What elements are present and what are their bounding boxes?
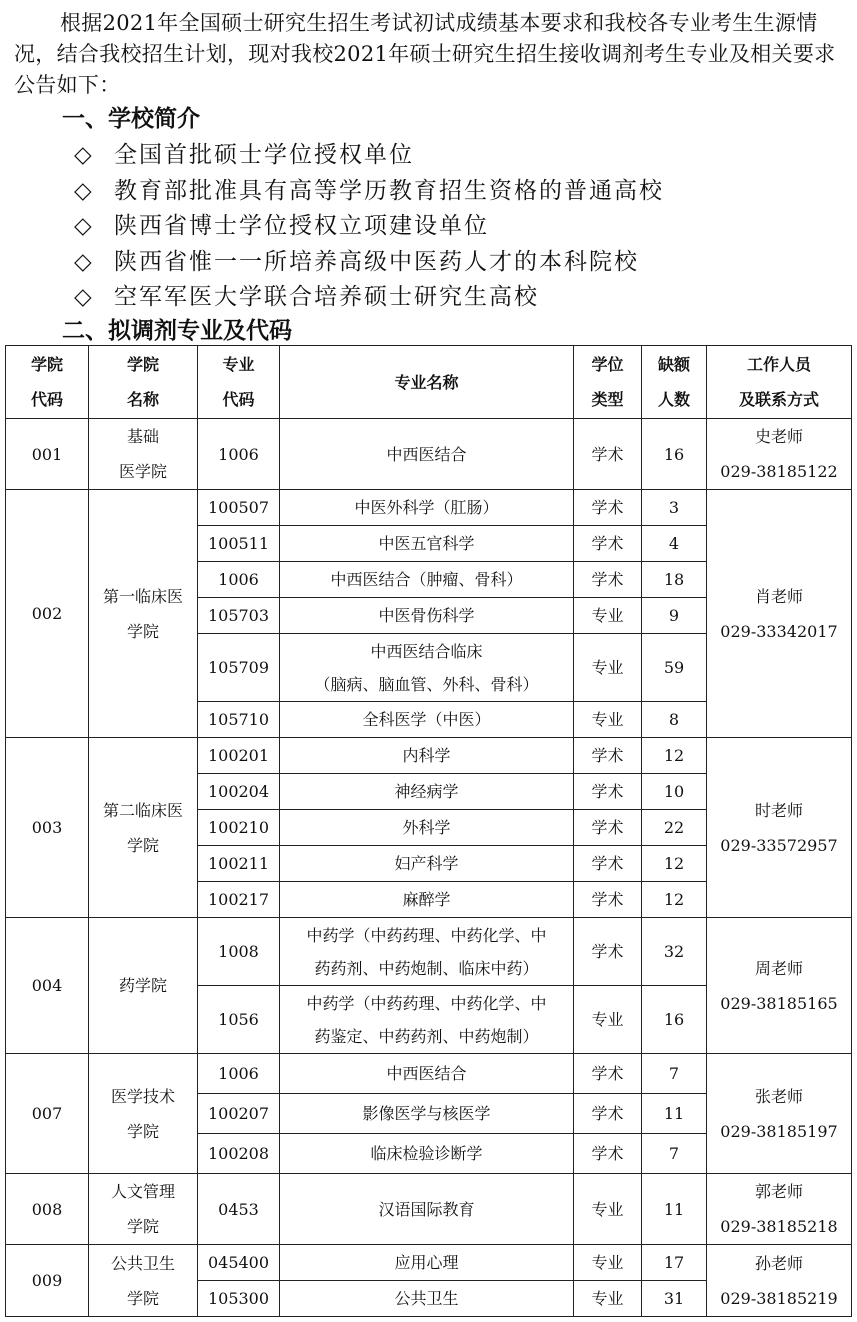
major-name-cell: 神经病学 [280,774,574,810]
contact-cell [707,738,852,918]
contact-name: 郭老师 [754,1182,803,1201]
degree-type-cell: 学术 [574,882,642,918]
vacancy-count-cell: 12 [642,882,707,918]
major-name-cell: 中西医结合临床 （脑病、脑血管、外科、骨科） [280,634,574,702]
major-code-cell: 100201 [198,738,280,774]
major-code-cell: 105709 [198,634,280,702]
diamond-bullet-icon: ◇ [74,248,94,275]
degree-type-cell: 专业 [574,598,642,634]
major-code-cell: 100204 [198,774,280,810]
major-name-cell: 中西医结合 [280,1054,574,1094]
table-row [6,1054,852,1094]
header-major-code: 专业 代码 [198,346,280,419]
contact-cell [707,918,852,1054]
degree-type-cell: 专业 [574,1281,642,1317]
degree-type-cell: 学术 [574,526,642,562]
major-code-cell: 1006 [198,562,280,598]
major-code-cell: 0453 [198,1174,280,1245]
major-code-cell: 105703 [198,598,280,634]
major-name-cell: 全科医学（中医） [280,702,574,738]
table-row [6,738,852,774]
major-code-cell: 1006 [198,1054,280,1094]
college-code-cell: 008 [6,1174,89,1245]
diamond-bullet-icon: ◇ [74,142,94,168]
table-row [6,918,852,986]
degree-type-cell: 学术 [574,810,642,846]
major-code-cell: 1006 [198,419,280,490]
major-name-cell: 外科学 [280,810,574,846]
major-code-cell: 1056 [198,986,280,1054]
major-code-cell: 105710 [198,702,280,738]
vacancy-count-cell: 8 [642,702,707,738]
major-code-cell: 100208 [198,1134,280,1174]
contact-phone: 029-38185218 [720,1217,838,1236]
vacancy-count-cell: 22 [642,810,707,846]
major-name-cell: 中药学（中药药理、中药化学、中 药药剂、中药炮制、临床中药） [280,918,574,986]
contact-phone: 029-38185122 [720,462,838,481]
major-name-cell: 中西医结合（肿瘤、骨科） [280,562,574,598]
header-major-name: 专业名称 [280,346,574,419]
vacancy-count-cell: 7 [642,1134,707,1174]
contact-name: 时老师 [754,800,803,820]
vacancy-count-cell: 7 [642,1054,707,1094]
diamond-bullet-icon: ◇ [74,284,94,310]
vacancy-count-cell: 10 [642,774,707,810]
contact-phone: 029-33572957 [720,835,838,855]
major-name-cell: 中医五官科学 [280,526,574,562]
header-contact: 工作人员 及联系方式 [707,346,852,419]
vacancy-count-cell: 16 [642,986,707,1054]
major-name-cell: 麻醉学 [280,882,574,918]
degree-type-cell: 学术 [574,738,642,774]
major-code-cell: 100217 [198,882,280,918]
table-row [6,490,852,526]
degree-type-cell: 专业 [574,702,642,738]
major-code-cell: 100507 [198,490,280,526]
vacancy-count-cell: 9 [642,598,707,634]
college-name-cell: 第一临床医 学院 [89,490,198,738]
degree-type-cell: 学术 [574,846,642,882]
contact-name: 史老师 [754,427,803,446]
major-code-cell: 045400 [198,1245,280,1281]
vacancy-count-cell: 11 [642,1094,707,1134]
contact-name: 肖老师 [754,586,803,606]
major-name-cell: 中西医结合 [280,419,574,490]
table-row [6,419,852,490]
major-code-cell: 100210 [198,810,280,846]
contact-cell [707,1245,852,1317]
degree-type-cell: 学术 [574,419,642,490]
table-row [6,1245,852,1281]
header-degree-type: 学位 类型 [574,346,642,419]
degree-type-cell: 专业 [574,634,642,702]
major-name-cell: 影像医学与核医学 [280,1094,574,1134]
degree-type-cell: 学术 [574,562,642,598]
college-code-cell: 007 [6,1054,89,1174]
vacancy-count-cell: 12 [642,846,707,882]
contact-name: 张老师 [754,1086,803,1106]
contact-cell [707,1174,852,1245]
major-name-cell: 妇产科学 [280,846,574,882]
major-name-cell: 临床检验诊断学 [280,1134,574,1174]
vacancy-count-cell: 4 [642,526,707,562]
major-name-cell: 应用心理 [280,1245,574,1281]
major-code-cell: 1008 [198,918,280,986]
contact-cell [707,419,852,490]
college-code-cell: 004 [6,918,89,1054]
table-header-row [6,346,852,419]
list-item: ◇ 陕西省惟一一所培养高级中医药人才的本科院校 [74,245,664,281]
contact-phone: 029-38185197 [720,1121,838,1141]
header-vacancies: 缺额 人数 [642,346,707,419]
vacancy-count-cell: 31 [642,1281,707,1317]
college-name-cell: 基础 医学院 [89,419,198,490]
major-name-cell: 中医骨伤科学 [280,598,574,634]
contact-phone: 029-33342017 [720,621,838,641]
vacancy-count-cell: 12 [642,738,707,774]
majors-table [5,345,852,1317]
list-item: ◇ 陕西省博士学位授权立项建设单位 [74,209,664,245]
school-intro-list [74,138,664,316]
vacancy-count-cell: 16 [642,419,707,490]
header-college-name: 学院 名称 [89,346,198,419]
major-name-cell: 公共卫生 [280,1281,574,1317]
intro-paragraph: 根据2021年全国硕士研究生招生考试初试成绩基本要求和我校各专业考生生源情况，结合我校招生计划，现对我校2021年硕士研究生招生接收调剂考生专业及相关要求公告如下： [14,11,836,97]
list-item: ◇ 教育部批准具有高等学历教育招生资格的普通高校 [74,174,664,210]
contact-name: 周老师 [754,958,803,978]
major-name-cell: 汉语国际教育 [280,1174,574,1245]
major-code-cell: 100511 [198,526,280,562]
table-row [6,1174,852,1245]
list-item: ◇ 全国首批硕士学位授权单位 [74,138,664,174]
vacancy-count-cell: 59 [642,634,707,702]
major-code-cell: 105300 [198,1281,280,1317]
diamond-bullet-icon: ◇ [74,177,94,204]
vacancy-count-cell: 32 [642,918,707,986]
contact-phone: 029-38185165 [720,993,838,1013]
list-item: ◇ 空军军医大学联合培养硕士研究生高校 [74,280,664,316]
diamond-bullet-icon: ◇ [74,213,94,239]
college-name-cell: 人文管理 学院 [89,1174,198,1245]
vacancy-count-cell: 17 [642,1245,707,1281]
college-code-cell: 003 [6,738,89,918]
contact-phone: 029-38185219 [720,1288,838,1308]
degree-type-cell: 学术 [574,918,642,986]
degree-type-cell: 专业 [574,1174,642,1245]
contact-name: 孙老师 [754,1253,803,1273]
vacancy-count-cell: 18 [642,562,707,598]
section-heading-school-intro: 一、学校简介 [62,106,200,132]
major-code-cell: 100207 [198,1094,280,1134]
header-college-code: 学院 代码 [6,346,89,419]
college-name-cell: 第二临床医 学院 [89,738,198,918]
major-code-cell: 100211 [198,846,280,882]
major-name-cell: 中药学（中药药理、中药化学、中 药鉴定、中药药剂、中药炮制） [280,986,574,1054]
degree-type-cell: 学术 [574,1094,642,1134]
vacancy-count-cell: 3 [642,490,707,526]
contact-cell [707,1054,852,1174]
major-name-cell: 中医外科学（肛肠） [280,490,574,526]
vacancy-count-cell: 11 [642,1174,707,1245]
major-name-cell: 内科学 [280,738,574,774]
college-code-cell: 009 [6,1245,89,1317]
degree-type-cell: 专业 [574,1245,642,1281]
degree-type-cell: 学术 [574,1054,642,1094]
degree-type-cell: 学术 [574,774,642,810]
degree-type-cell: 学术 [574,490,642,526]
section-heading-majors: 二、拟调剂专业及代码 [62,318,292,344]
college-name-cell: 药学院 [89,918,198,1054]
degree-type-cell: 专业 [574,986,642,1054]
college-code-cell: 002 [6,490,89,738]
table-body [6,419,852,1317]
contact-cell [707,490,852,738]
college-name-cell: 公共卫生 学院 [89,1245,198,1317]
college-name-cell: 医学技术 学院 [89,1054,198,1174]
college-code-cell: 001 [6,419,89,490]
degree-type-cell: 学术 [574,1134,642,1174]
